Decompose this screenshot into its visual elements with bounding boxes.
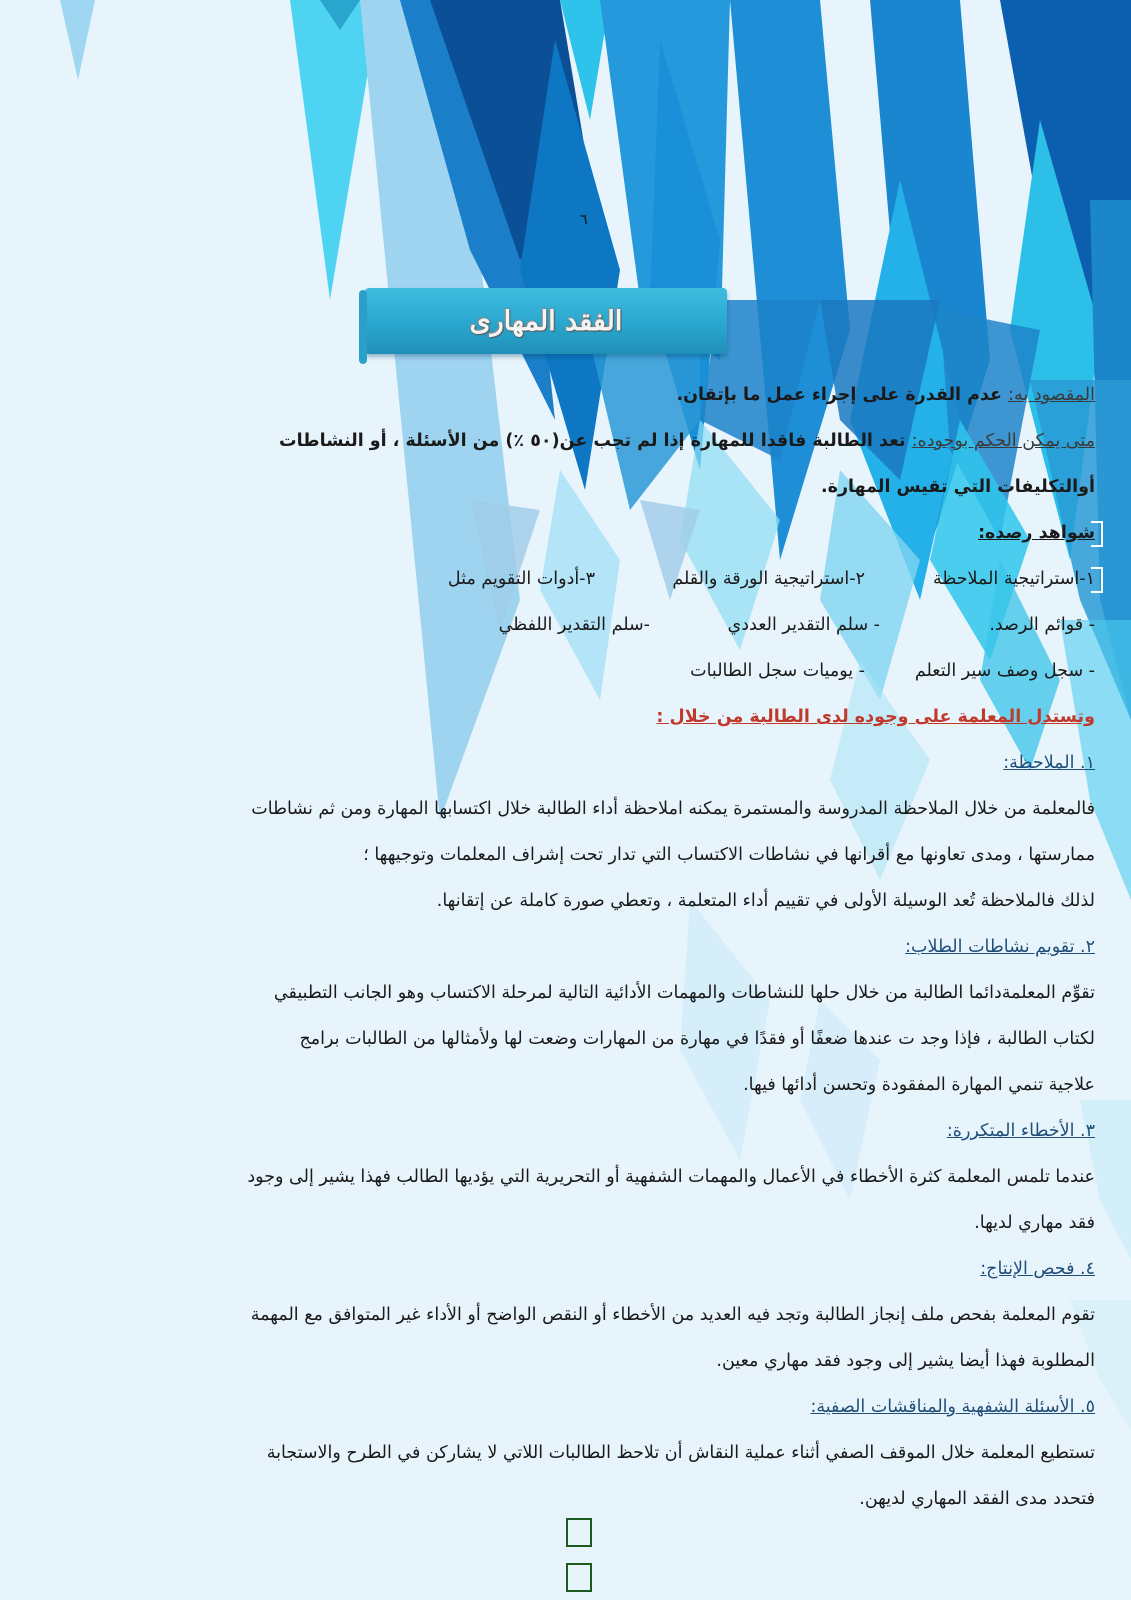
tool-item: - سجل وصف سير التعلم xyxy=(914,661,1095,681)
bracket-marker-icon xyxy=(1091,567,1103,593)
section-heading-product-review: ٤. فحص الإنتاج: xyxy=(980,1259,1095,1279)
page-number: ٦ xyxy=(580,212,588,228)
section-heading-oral-questions: ٥. الأسئلة الشفهية والمناقشات الصفية: xyxy=(810,1397,1095,1417)
empty-checkbox[interactable] xyxy=(566,1563,592,1592)
section-heading-student-activities: ٢. تقويم نشاطات الطلاب: xyxy=(905,937,1095,957)
definition-text: عدم القدرة على إجراء عمل ما بإتقان. xyxy=(676,385,1009,405)
tool-item: - قوائم الرصد. xyxy=(989,615,1095,635)
strategy-item: ٣-أدوات التقويم مثل xyxy=(447,569,595,589)
section-text-line: فالمعلمة من خلال الملاحظة المدروسة والمستمرة يمكنه املاحظة أداء الطالبة خلال اكتسابها المهارة ومن ثم نشاطات xyxy=(251,799,1095,819)
section-text-line: تستطيع المعلمة خلال الموقف الصفي أثناء عملية النقاش أن تلاحظ الطالبات اللاتي لا يشاركن في الطرح والاستجابة xyxy=(266,1443,1095,1463)
evidence-heading-line xyxy=(80,510,1095,556)
section-text-line: علاجية تنمي المهارة المفقودة وتحسن أدائها فيها. xyxy=(743,1075,1095,1095)
tool-item: - سلم التقدير العددي xyxy=(727,615,880,635)
section-text-line: فتحدد مدى الفقد المهاري لديهن. xyxy=(859,1489,1095,1509)
page-title: الفقد المهارى xyxy=(469,305,623,337)
section-text-line: تقوم المعلمة بفحص ملف إنجاز الطالبة وتجد فيه العديد من الأخطاء أو النقص الواضح أو الأداء غير المتوافق مع المهمة xyxy=(250,1305,1095,1325)
section-text-line: عندما تلمس المعلمة كثرة الأخطاء في الأعمال والمهمات الشفهية أو التحريرية التي يؤديها الطالب فهذا يشير إلى وجود xyxy=(247,1167,1095,1187)
tools-row-1 xyxy=(80,602,1095,648)
section-text-line: ممارستها ، ومدى تعاونها مع أقرانها في نشاطات الاكتساب التي تدار تحت إشراف المعلمات وتوجيهها ؛ xyxy=(363,845,1095,865)
judgment-label: متى يمكن الحكم بوجوده: xyxy=(911,431,1095,451)
section-heading-observation: ١. الملاحظة: xyxy=(1003,753,1095,773)
bracket-marker-icon xyxy=(1091,521,1103,547)
section-text-line: لذلك فالملاحظة تُعد الوسيلة الأولى في تقييم أداء المتعلمة ، وتعطي صورة كاملة عن إتقانها. xyxy=(436,891,1095,911)
title-banner xyxy=(365,288,727,354)
judgment-text-1: تعد الطالبة فاقدا للمهارة إذا لم تجب عن(٥٠ ٪) من الأسئلة ، أو النشاطات xyxy=(278,431,912,451)
strategy-item: ١-استراتيجية الملاحظة xyxy=(932,569,1095,589)
definition-line xyxy=(80,372,1095,418)
tool-item: - يوميات سجل الطالبات xyxy=(690,661,865,681)
section-text-line: تقوِّم المعلمةدائما الطالبة من خلال حلها للنشاطات والمهمات الأدائية التالية لمرحلة الاكتساب وهو الجانب التطبيقي xyxy=(273,983,1095,1003)
inference-heading: وتستدل المعلمة على وجوده لدى الطالبة من خلال : xyxy=(656,707,1095,727)
tool-item: -سلم التقدير اللفظي xyxy=(498,615,650,635)
judgment-line-1 xyxy=(80,418,1095,464)
evidence-heading: شواهد رصده: xyxy=(978,523,1095,543)
document-body xyxy=(80,372,1095,1522)
tools-row-2 xyxy=(80,648,1095,694)
section-text-line: لكتاب الطالبة ، فإذا وجد ت عندها ضعفًا أو فقدًا في مهارة من المهارات وضعت لها ولأمثالها من الطالبات برامج xyxy=(299,1029,1095,1049)
strategies-row xyxy=(80,556,1095,602)
empty-checkbox[interactable] xyxy=(566,1518,592,1547)
section-text-line: المطلوبة فهذا أيضا يشير إلى وجود فقد مهاري معين. xyxy=(716,1351,1095,1371)
strategy-item: ٢-استراتيجية الورقة والقلم xyxy=(672,569,865,589)
section-heading-repeated-errors: ٣. الأخطاء المتكررة: xyxy=(946,1121,1095,1141)
definition-label: المقصود به: xyxy=(1008,385,1095,405)
judgment-line-2: أوالتكليفات التي تقيس المهارة. xyxy=(820,477,1095,497)
section-text-line: فقد مهاري لديها. xyxy=(974,1213,1095,1233)
